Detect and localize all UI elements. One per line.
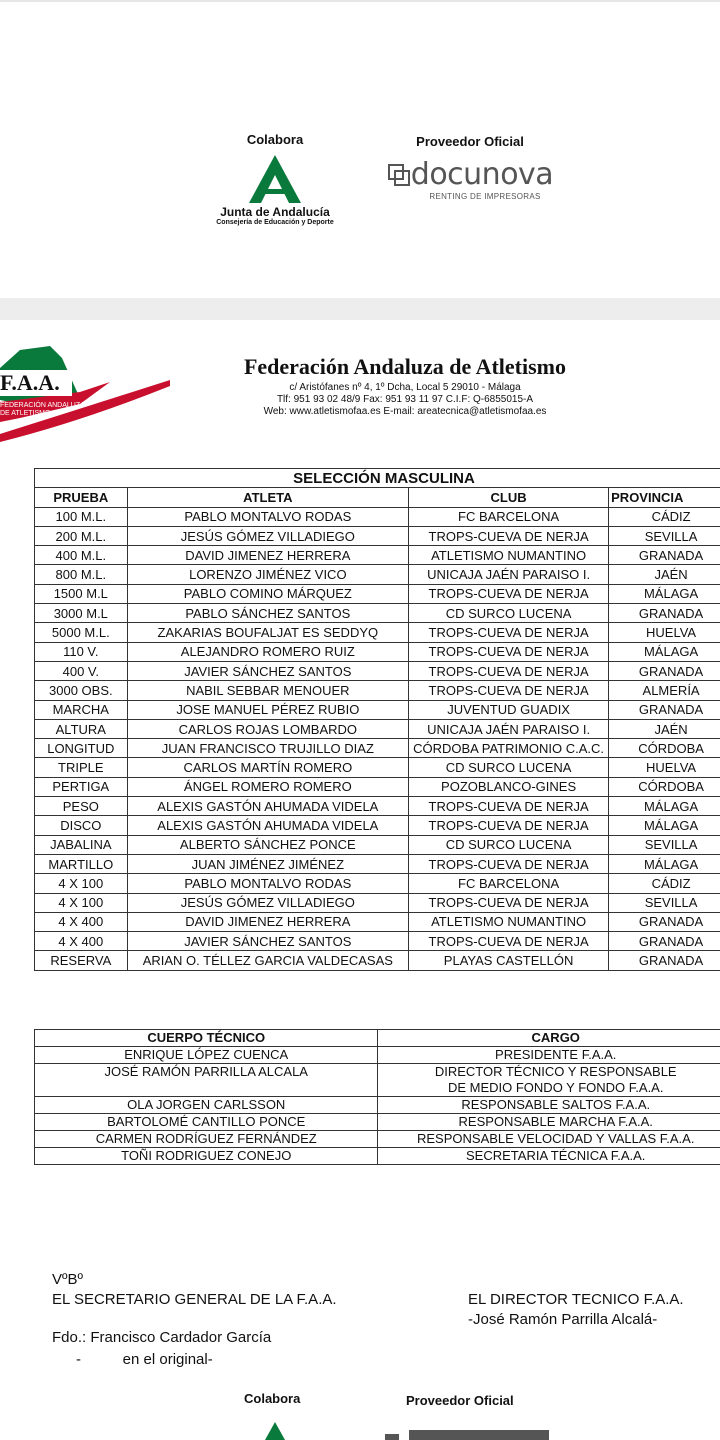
- selection-row: [35, 719, 720, 738]
- cell-prueba: MARTILLO: [35, 854, 128, 873]
- cell-member: TOÑI RODRIGUEZ CONEJO: [35, 1148, 378, 1165]
- header-atleta: ATLETA: [127, 488, 408, 507]
- cell-atleta: ZAKARIAS BOUFALJAT ES SEDDYQ: [127, 623, 408, 642]
- cell-atleta: CARLOS MARTÍN ROMERO: [127, 758, 408, 777]
- cargo-line: RESPONSABLE MARCHA F.A.A.: [458, 1114, 653, 1129]
- address: c/ Aristófanes nº 4, 1º Dcha, Local 5 29010 - Málaga: [289, 382, 521, 393]
- docunova-subtitle: RENTING DE IMPRESORAS: [429, 192, 541, 201]
- cell-atleta: DAVID JIMENEZ HERRERA: [127, 546, 408, 565]
- header-prueba: PRUEBA: [35, 488, 128, 507]
- selection-row: [35, 816, 720, 835]
- cell-prueba: 200 M.L.: [35, 526, 128, 545]
- cell-atleta: PABLO MONTALVO RODAS: [127, 507, 408, 526]
- selection-row: [35, 912, 720, 931]
- cell-prueba: 4 X 400: [35, 932, 128, 951]
- cell-cargo: [378, 1097, 720, 1114]
- cell-club: TROPS-CUEVA DE NERJA: [409, 661, 609, 680]
- cell-atleta: NABIL SEBBAR MENOUER: [127, 681, 408, 700]
- cell-club: TROPS-CUEVA DE NERJA: [409, 797, 609, 816]
- cell-cargo: [378, 1148, 720, 1165]
- staff-row: [35, 1097, 720, 1114]
- cell-club: TROPS-CUEVA DE NERJA: [409, 932, 609, 951]
- cargo-line: PRESIDENTE F.A.A.: [495, 1047, 617, 1062]
- cargo-line: SECRETARIA TÉCNICA F.A.A.: [466, 1148, 646, 1163]
- cell-prueba: 400 V.: [35, 661, 128, 680]
- cell-provincia: MÁLAGA: [609, 797, 720, 816]
- cell-prueba: JABALINA: [35, 835, 128, 854]
- faa-logo-subtitle: [0, 402, 85, 418]
- phones: Tlf: 951 93 02 48/9 Fax: 951 93 11 97 C.I.F: Q-6855015-A: [276, 394, 534, 405]
- director-name: -José Ramón Parrilla Alcalá-: [468, 1311, 658, 1328]
- selection-row: [35, 661, 720, 680]
- cell-cargo: [378, 1131, 720, 1148]
- docunova-icon: [387, 163, 411, 187]
- cell-provincia: JAÉN: [609, 565, 720, 584]
- cell-prueba: 3000 OBS.: [35, 681, 128, 700]
- cell-prueba: 110 V.: [35, 642, 128, 661]
- secretary-title: EL SECRETARIO GENERAL DE LA F.A.A.: [52, 1291, 337, 1308]
- selection-row: [35, 758, 720, 777]
- federation-title: Federación Andaluza de Atletismo: [243, 354, 567, 379]
- cell-member: BARTOLOMÉ CANTILLO PONCE: [35, 1114, 378, 1131]
- footer-colabora-label: Colabora: [244, 1391, 301, 1406]
- cell-provincia: ALMERÍA: [609, 681, 720, 700]
- cell-provincia: MÁLAGA: [609, 854, 720, 873]
- selection-row: [35, 932, 720, 951]
- faa-logo: [0, 342, 170, 442]
- selection-row: [35, 700, 720, 719]
- cell-atleta: PABLO MONTALVO RODAS: [127, 874, 408, 893]
- cell-club: UNICAJA JAÉN PARAISO I.: [409, 565, 609, 584]
- junta-name: Junta de Andalucía: [220, 205, 330, 219]
- cell-club: UNICAJA JAÉN PARAISO I.: [409, 719, 609, 738]
- cell-prueba: 800 M.L.: [35, 565, 128, 584]
- header-provincia: PROVINCIA: [609, 488, 720, 507]
- staff-table: [34, 1029, 720, 1165]
- selection-table: [34, 468, 720, 971]
- selection-body: [35, 507, 720, 970]
- footer-proveedor-label: Proveedor Oficial: [406, 1393, 514, 1408]
- cell-club: FC BARCELONA: [409, 507, 609, 526]
- cell-provincia: SEVILLA: [609, 526, 720, 545]
- cell-cargo: [378, 1047, 720, 1064]
- cell-member: ENRIQUE LÓPEZ CUENCA: [35, 1047, 378, 1064]
- cell-provincia: GRANADA: [609, 700, 720, 719]
- cell-provincia: CÁDIZ: [609, 874, 720, 893]
- faa-logo-sub2: DE ATLETISMO: [0, 410, 51, 417]
- web-email: Web: www.atletismofaa.es E-mail: areatecnica@atletismofaa.es: [263, 406, 547, 417]
- cell-atleta: CARLOS ROJAS LOMBARDO: [127, 719, 408, 738]
- cell-provincia: GRANADA: [609, 661, 720, 680]
- cell-member: JOSÉ RAMÓN PARRILLA ALCALA: [35, 1064, 378, 1097]
- cell-atleta: DAVID JIMENEZ HERRERA: [127, 912, 408, 931]
- cell-member: OLA JORGEN CARLSSON: [35, 1097, 378, 1114]
- cell-prueba: 3000 M.L: [35, 604, 128, 623]
- cell-provincia: GRANADA: [609, 951, 720, 970]
- header-club: CLUB: [409, 488, 609, 507]
- cell-prueba: 4 X 100: [35, 874, 128, 893]
- selection-row: [35, 604, 720, 623]
- cell-provincia: MÁLAGA: [609, 642, 720, 661]
- faa-logo-sub1: FEDERACIÓN ANDALUZA: [0, 402, 85, 409]
- cell-prueba: 5000 M.L.: [35, 623, 128, 642]
- cell-prueba: PERTIGA: [35, 777, 128, 796]
- cell-provincia: SEVILLA: [609, 835, 720, 854]
- director-title: EL DIRECTOR TECNICO F.A.A.: [468, 1291, 684, 1308]
- cell-atleta: JOSE MANUEL PÉREZ RUBIO: [127, 700, 408, 719]
- cell-prueba: 4 X 400: [35, 912, 128, 931]
- selection-row: [35, 565, 720, 584]
- cell-atleta: ALEXIS GASTÓN AHUMADA VIDELA: [127, 816, 408, 835]
- selection-row: [35, 854, 720, 873]
- cell-provincia: GRANADA: [609, 932, 720, 951]
- selection-row: [35, 681, 720, 700]
- original-note: - en el original-: [76, 1351, 213, 1368]
- cell-prueba: MARCHA: [35, 700, 128, 719]
- secretary-signature: Fdo.: Francisco Cardador García: [52, 1329, 272, 1346]
- selection-row: [35, 835, 720, 854]
- colabora-label: Colabora: [246, 132, 304, 147]
- selection-row: [35, 507, 720, 526]
- selection-row: [35, 874, 720, 893]
- staff-row: [35, 1064, 720, 1097]
- cargo-line: RESPONSABLE VELOCIDAD Y VALLAS F.A.A.: [417, 1131, 695, 1146]
- cell-club: TROPS-CUEVA DE NERJA: [409, 642, 609, 661]
- footer-junta-logo-icon: [255, 1422, 295, 1440]
- selection-row: [35, 623, 720, 642]
- cell-provincia: CÁDIZ: [609, 507, 720, 526]
- selection-row: [35, 584, 720, 603]
- document-page: [0, 320, 720, 1440]
- cell-club: TROPS-CUEVA DE NERJA: [409, 893, 609, 912]
- cell-prueba: DISCO: [35, 816, 128, 835]
- selection-row: [35, 797, 720, 816]
- selection-row: [35, 526, 720, 545]
- cargo-line: DIRECTOR TÉCNICO Y RESPONSABLE: [434, 1064, 677, 1079]
- cell-club: CD SURCO LUCENA: [409, 835, 609, 854]
- cell-prueba: 1500 M.L: [35, 584, 128, 603]
- cell-atleta: ALBERTO SÁNCHEZ PONCE: [127, 835, 408, 854]
- cell-prueba: RESERVA: [35, 951, 128, 970]
- cell-club: ATLETISMO NUMANTINO: [409, 546, 609, 565]
- cell-atleta: PABLO COMINO MÁRQUEZ: [127, 584, 408, 603]
- cell-provincia: GRANADA: [609, 912, 720, 931]
- cell-prueba: 4 X 100: [35, 893, 128, 912]
- header-cuerpo-tecnico: CUERPO TÉCNICO: [35, 1030, 378, 1047]
- staff-row: [35, 1114, 720, 1131]
- cell-club: TROPS-CUEVA DE NERJA: [409, 681, 609, 700]
- cell-provincia: JAÉN: [609, 719, 720, 738]
- cell-prueba: 400 M.L.: [35, 546, 128, 565]
- selection-row: [35, 642, 720, 661]
- cell-provincia: CÓRDOBA: [609, 739, 720, 758]
- junta-subtitle: Consejería de Educación y Deporte: [216, 219, 334, 226]
- cell-prueba: PESO: [35, 797, 128, 816]
- page-gap: [0, 298, 720, 320]
- cell-club: FC BARCELONA: [409, 874, 609, 893]
- header-cargo: CARGO: [378, 1030, 720, 1047]
- cell-atleta: LORENZO JIMÉNEZ VICO: [127, 565, 408, 584]
- cell-club: TROPS-CUEVA DE NERJA: [409, 526, 609, 545]
- cell-atleta: ARIAN O. TÉLLEZ GARCIA VALDECASAS: [127, 951, 408, 970]
- staff-body: [35, 1047, 720, 1165]
- cell-club: ATLETISMO NUMANTINO: [409, 912, 609, 931]
- cell-provincia: MÁLAGA: [609, 816, 720, 835]
- cell-provincia: MÁLAGA: [609, 584, 720, 603]
- staff-row: [35, 1047, 720, 1064]
- footer-docunova-icon: [383, 1426, 553, 1440]
- cell-atleta: ALEJANDRO ROMERO RUIZ: [127, 642, 408, 661]
- cell-prueba: TRIPLE: [35, 758, 128, 777]
- staff-row: [35, 1148, 720, 1165]
- cell-atleta: PABLO SÁNCHEZ SANTOS: [127, 604, 408, 623]
- cell-atleta: JAVIER SÁNCHEZ SANTOS: [127, 932, 408, 951]
- cell-atleta: ALEXIS GASTÓN AHUMADA VIDELA: [127, 797, 408, 816]
- vobo: VºBº: [52, 1271, 83, 1288]
- proveedor-label: Proveedor Oficial: [416, 134, 524, 149]
- cell-club: TROPS-CUEVA DE NERJA: [409, 816, 609, 835]
- cell-atleta: JUAN FRANCISCO TRUJILLO DIAZ: [127, 739, 408, 758]
- cell-cargo: [378, 1114, 720, 1131]
- cell-club: TROPS-CUEVA DE NERJA: [409, 584, 609, 603]
- cell-provincia: CÓRDOBA: [609, 777, 720, 796]
- cell-club: POZOBLANCO-GINES: [409, 777, 609, 796]
- cargo-line: RESPONSABLE SALTOS F.A.A.: [461, 1097, 651, 1112]
- faa-logo-text: F.A.A.: [0, 370, 60, 395]
- selection-title: SELECCIÓN MASCULINA: [35, 469, 720, 488]
- junta-logo-icon: [245, 153, 305, 205]
- cell-club: CD SURCO LUCENA: [409, 758, 609, 777]
- selection-row: [35, 951, 720, 970]
- cell-member: CARMEN RODRÍGUEZ FERNÁNDEZ: [35, 1131, 378, 1148]
- staff-row: [35, 1131, 720, 1148]
- cargo-line: DE MEDIO FONDO Y FONDO F.A.A.: [447, 1080, 664, 1095]
- cell-atleta: ÁNGEL ROMERO ROMERO: [127, 777, 408, 796]
- selection-row: [35, 739, 720, 758]
- cell-atleta: JUAN JIMÉNEZ JIMÉNEZ: [127, 854, 408, 873]
- docunova-name: docunova: [410, 157, 554, 192]
- letterhead: [180, 354, 630, 418]
- cell-atleta: JESÚS GÓMEZ VILLADIEGO: [127, 526, 408, 545]
- cell-prueba: 100 M.L.: [35, 507, 128, 526]
- selection-row: [35, 546, 720, 565]
- cell-club: TROPS-CUEVA DE NERJA: [409, 854, 609, 873]
- cell-prueba: LONGITUD: [35, 739, 128, 758]
- cell-club: CÓRDOBA PATRIMONIO C.A.C.: [409, 739, 609, 758]
- cell-club: CD SURCO LUCENA: [409, 604, 609, 623]
- cell-atleta: JESÚS GÓMEZ VILLADIEGO: [127, 893, 408, 912]
- cell-club: PLAYAS CASTELLÓN: [409, 951, 609, 970]
- cell-club: JUVENTUD GUADIX: [409, 700, 609, 719]
- cell-club: TROPS-CUEVA DE NERJA: [409, 623, 609, 642]
- cell-provincia: HUELVA: [609, 758, 720, 777]
- docunova-sponsor: [380, 134, 560, 201]
- junta-sponsor: [200, 132, 350, 226]
- cell-provincia: SEVILLA: [609, 893, 720, 912]
- selection-row: [35, 777, 720, 796]
- cell-provincia: GRANADA: [609, 604, 720, 623]
- cell-cargo: [378, 1064, 720, 1097]
- cell-prueba: ALTURA: [35, 719, 128, 738]
- previous-page: [0, 0, 720, 300]
- cell-atleta: JAVIER SÁNCHEZ SANTOS: [127, 661, 408, 680]
- cell-provincia: HUELVA: [609, 623, 720, 642]
- selection-row: [35, 893, 720, 912]
- cell-provincia: GRANADA: [609, 546, 720, 565]
